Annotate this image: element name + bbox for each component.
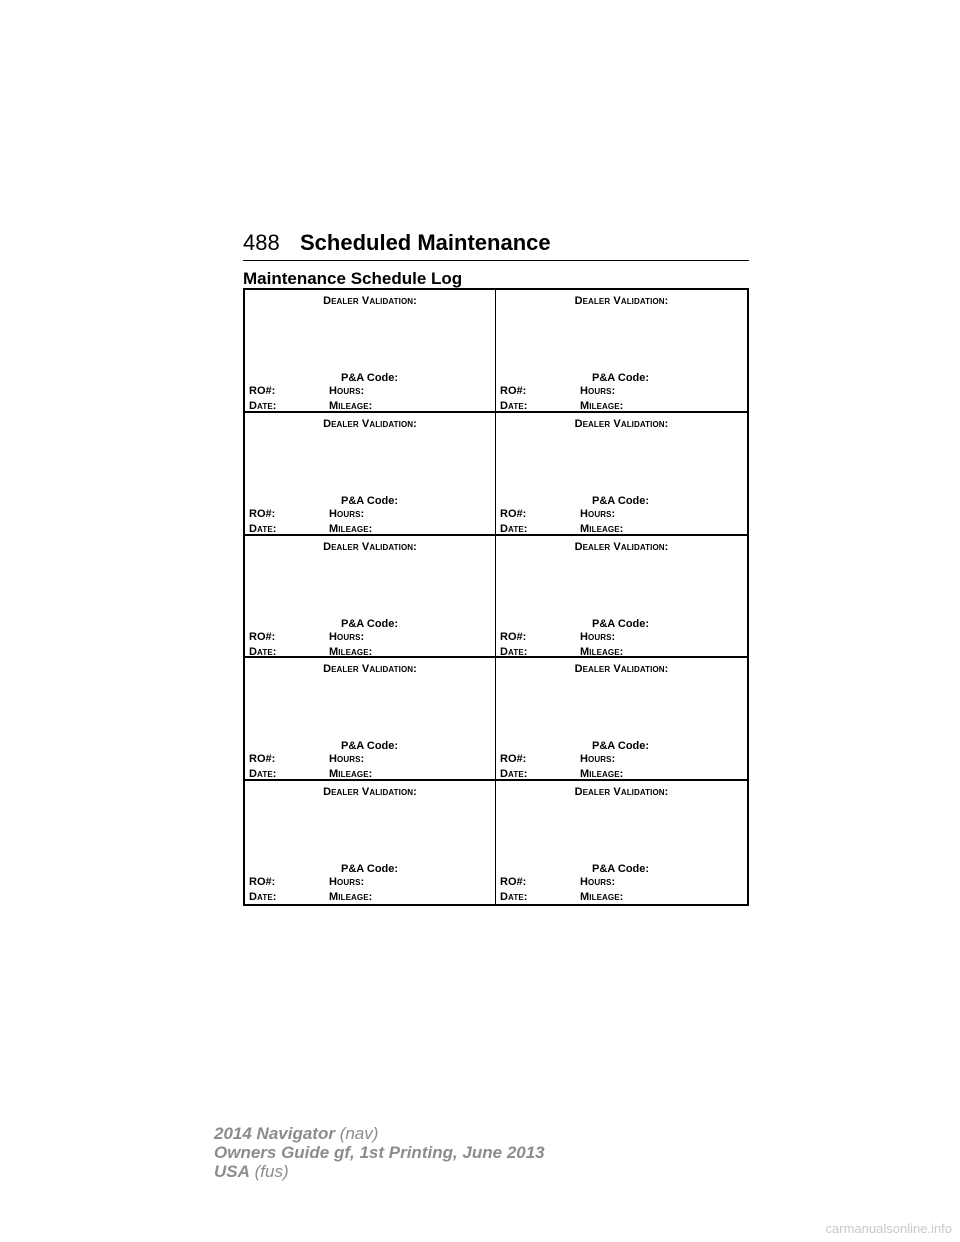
date-label: Date: xyxy=(249,400,277,412)
pa-code-label: P&A Code: xyxy=(592,494,650,507)
log-entry-cell xyxy=(245,290,496,413)
log-entry-cell xyxy=(245,413,496,536)
dealer-validation-label: Dealer Validation: xyxy=(574,786,669,799)
log-entry-cell xyxy=(496,781,747,904)
dealer-validation-label: Dealer Validation: xyxy=(574,540,669,553)
pa-code-label: P&A Code: xyxy=(341,740,399,753)
footer-line-3: USA (fus) xyxy=(214,1162,289,1181)
mileage-label: Mileage: xyxy=(329,400,373,412)
mileage-label: Mileage: xyxy=(329,522,373,535)
hours-label: Hours: xyxy=(580,385,616,397)
date-label: Date: xyxy=(500,522,528,535)
date-label: Date: xyxy=(249,645,277,658)
mileage-label: Mileage: xyxy=(329,891,373,904)
mileage-label: Mileage: xyxy=(580,768,624,781)
ro-number-label: RO#: xyxy=(249,385,276,397)
date-label: Date: xyxy=(500,400,528,412)
hours-label: Hours: xyxy=(329,876,365,889)
log-entry-cell xyxy=(496,658,747,781)
mileage-label: Mileage: xyxy=(580,522,624,535)
date-label: Date: xyxy=(500,891,528,904)
mileage-label: Mileage: xyxy=(329,645,373,658)
dealer-validation-label: Dealer Validation: xyxy=(574,295,669,307)
pa-code-label: P&A Code: xyxy=(592,740,650,753)
section-title: Maintenance Schedule Log xyxy=(243,269,463,288)
dealer-validation-label: Dealer Validation: xyxy=(323,417,417,430)
log-entry-cell xyxy=(245,536,496,659)
dealer-validation-label: Dealer Validation: xyxy=(574,417,669,430)
ro-number-label: RO#: xyxy=(249,753,276,766)
ro-number-label: RO#: xyxy=(500,507,527,520)
dealer-validation-label: Dealer Validation: xyxy=(323,540,417,553)
footer-line-2: Owners Guide gf, 1st Printing, June 2013 xyxy=(214,1143,545,1162)
ro-number-label: RO#: xyxy=(500,385,527,397)
pa-code-label: P&A Code: xyxy=(341,494,399,507)
watermark: carmanualsonline.info xyxy=(825,1221,952,1236)
hours-label: Hours: xyxy=(329,507,365,520)
date-label: Date: xyxy=(249,891,277,904)
hours-label: Hours: xyxy=(580,507,616,520)
pa-code-label: P&A Code: xyxy=(592,372,650,384)
dealer-validation-label: Dealer Validation: xyxy=(323,786,417,799)
ro-number-label: RO#: xyxy=(249,630,276,643)
hours-label: Hours: xyxy=(329,753,365,766)
log-entry-cell xyxy=(245,658,496,781)
pa-code-label: P&A Code: xyxy=(341,863,399,876)
mileage-label: Mileage: xyxy=(580,645,624,658)
ro-number-label: RO#: xyxy=(500,630,527,643)
page-title: Scheduled Maintenance xyxy=(300,230,551,255)
pa-code-label: P&A Code: xyxy=(341,617,399,630)
page-number: 488 xyxy=(243,230,280,255)
document-footer xyxy=(214,1124,545,1181)
pa-code-label: P&A Code: xyxy=(592,863,650,876)
ro-number-label: RO#: xyxy=(249,507,276,520)
maintenance-log-table xyxy=(243,288,749,906)
hours-label: Hours: xyxy=(580,876,616,889)
mileage-label: Mileage: xyxy=(580,400,624,412)
date-label: Date: xyxy=(500,645,528,658)
dealer-validation-label: Dealer Validation: xyxy=(323,295,417,307)
hours-label: Hours: xyxy=(329,385,365,397)
date-label: Date: xyxy=(500,768,528,781)
mileage-label: Mileage: xyxy=(329,768,373,781)
date-label: Date: xyxy=(249,522,277,535)
footer-line-1: 2014 Navigator (nav) xyxy=(214,1124,379,1143)
hours-label: Hours: xyxy=(580,753,616,766)
pa-code-label: P&A Code: xyxy=(592,617,650,630)
dealer-validation-label: Dealer Validation: xyxy=(574,663,669,676)
log-entry-cell xyxy=(245,781,496,904)
hours-label: Hours: xyxy=(580,630,616,643)
mileage-label: Mileage: xyxy=(580,891,624,904)
date-label: Date: xyxy=(249,768,277,781)
pa-code-label: P&A Code: xyxy=(341,372,399,384)
log-entry-cell xyxy=(496,290,747,413)
ro-number-label: RO#: xyxy=(500,753,527,766)
log-entry-cell xyxy=(496,413,747,536)
page-header xyxy=(243,230,749,261)
log-entry-cell xyxy=(496,536,747,659)
ro-number-label: RO#: xyxy=(249,876,276,889)
ro-number-label: RO#: xyxy=(500,876,527,889)
dealer-validation-label: Dealer Validation: xyxy=(323,663,417,676)
hours-label: Hours: xyxy=(329,630,365,643)
